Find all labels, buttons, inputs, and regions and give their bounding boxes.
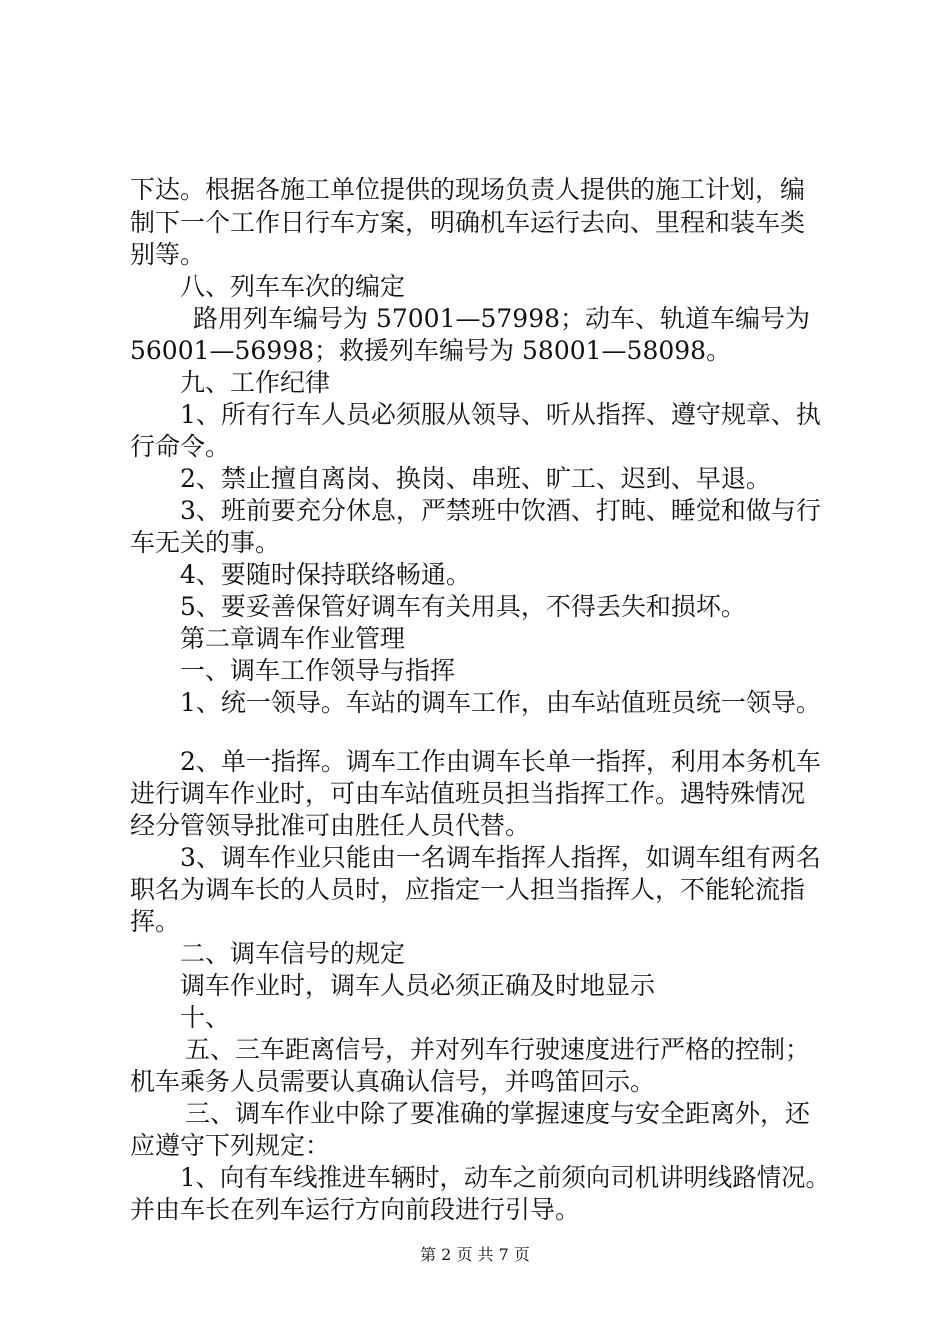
text-line: 经分管领导批准可由胜任人员代替。: [130, 811, 531, 840]
text-line: 职名为调车长的人员时，应指定一人担当指挥人，不能轮流指: [130, 875, 806, 904]
text-line: 五、三车距离信号，并对列车行驶速度进行严格的控制；: [185, 1035, 811, 1064]
text-line: 5、要妥善保管好调车有关用具，不得丢失和损坏。: [180, 592, 746, 621]
page-number: 第 2 页 共 7 页: [420, 1245, 530, 1264]
chapter-heading: 第二章调车作业管理: [180, 624, 406, 653]
section-heading: 一、调车工作领导与指挥: [180, 656, 456, 685]
text-line: 1、向有车线推进车辆时，动车之前须向司机讲明线路情况。: [180, 1163, 830, 1192]
text-line: 机车乘务人员需要认真确认信号，并鸣笛回示。: [130, 1067, 656, 1096]
text-line: 并由车长在列车运行方向前段进行引导。: [130, 1195, 581, 1224]
text-line: 进行调车作业时，可由车站值班员担当指挥工作。遇特殊情况: [130, 779, 806, 808]
text-line: 3、班前要充分休息，严禁班中饮酒、打盹、睡觉和做与行: [180, 496, 821, 525]
text-line: 2、禁止擅自离岗、换岗、串班、旷工、迟到、早退。: [180, 464, 771, 493]
section-heading: 九、工作纪律: [180, 368, 331, 397]
text-line: 1、所有行车人员必须服从领导、听从指挥、遵守规章、执: [180, 400, 821, 429]
text-line: 路用列车编号为 57001—57998；动车、轨道车编号为: [193, 304, 811, 333]
text-line: 1、统一领导。车站的调车工作，由车站值班员统一领导。: [180, 688, 821, 717]
text-line: 应遵守下列规定：: [130, 1131, 331, 1160]
text-line: 56001—56998；救援列车编号为 58001—58098。: [130, 336, 732, 365]
text-line: 车无关的事。: [130, 528, 281, 557]
text-line: 下达。根据各施工单位提供的现场负责人提供的施工计划，编: [130, 175, 806, 204]
text-line: 十、: [180, 1003, 231, 1032]
text-line: 挥。: [130, 907, 181, 936]
text-line: 制下一个工作日行车方案，明确机车运行去向、里程和装车类: [130, 208, 806, 237]
section-heading: 二、调车信号的规定: [180, 939, 406, 968]
section-heading: 八、列车车次的编定: [180, 272, 406, 301]
text-line: 行命令。: [130, 432, 231, 461]
text-line: 3、调车作业只能由一名调车指挥人指挥，如调车组有两名: [180, 843, 821, 872]
text-line: 4、要随时保持联络畅通。: [180, 560, 471, 589]
section-heading: 三、调车作业中除了要准确的掌握速度与安全距离外，还: [185, 1099, 811, 1128]
text-line: 2、单一指挥。调车工作由调车长单一指挥，利用本务机车: [180, 747, 821, 776]
text-line: 别等。: [130, 240, 206, 269]
page-footer: [0, 1244, 950, 1266]
text-line: 调车作业时，调车人员必须正确及时地显示: [180, 971, 656, 1000]
